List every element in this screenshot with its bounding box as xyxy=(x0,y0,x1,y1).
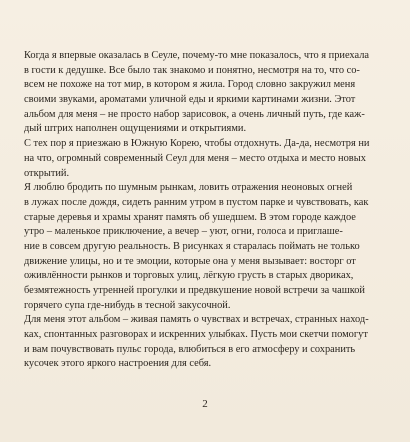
paragraph-2 xyxy=(24,137,396,181)
paragraph-3 xyxy=(24,181,396,313)
page-number: 2 xyxy=(202,398,208,410)
text-line: в гости к дедушке. Все было так знакомо и понятно, несмотря на то, что со- xyxy=(24,64,360,76)
text-line: открытий. xyxy=(24,167,70,179)
text-line: оживлённости рынков и торговых улиц, лёгкую грусть в старых двориках, xyxy=(24,270,354,282)
text-line: ние в совсем другую реальность. В рисунках я старалась поймать не только xyxy=(24,240,360,252)
text-line: Когда я впервые оказалась в Сеуле, почему-то мне показалось, что я приехала xyxy=(24,50,369,61)
text-line: Для меня этот альбом – живая память о чувствах и встречах, странных наход- xyxy=(24,314,369,326)
text-line: С тех пор я приезжаю в Южную Корею, чтобы отдохнуть. Да-да, несмотря ни xyxy=(24,138,370,150)
text-line: альбом для меня – не просто набор зарисовок, а очень личный путь, где каж- xyxy=(24,108,365,120)
text-line: на что, огромный современный Сеул для меня – место отдыха и место новых xyxy=(24,152,366,164)
text-line: Я люблю бродить по шумным рынкам, ловить отражения неоновых огней xyxy=(24,182,353,194)
text-line: кусочек этого яркого настроения для себя. xyxy=(24,358,212,370)
text-line: своими звуками, ароматами уличной еды и яркими картинами жизни. Этот xyxy=(24,94,356,106)
text-line: старые деревья и храмы хранят память об ушедшем. В этом городе каждое xyxy=(24,211,356,223)
text-line: ках, спонтанных разговорах и искренних улыбках. Пусть мои скетчи помогут xyxy=(24,329,368,341)
paragraph-4 xyxy=(24,313,396,372)
body-text xyxy=(24,49,396,372)
text-line: утро – маленькое приключение, а вечер – уют, огни, голоса и приглаше- xyxy=(24,226,343,238)
text-line: дый штрих наполнен ощущениями и открытиями. xyxy=(24,123,247,135)
text-line: в лужах после дождя, сидеть ранним утром в пустом парке и чувствовать, как xyxy=(24,196,369,208)
text-line: движение улицы, но и те эмоции, которые она у меня вызывает: восторг от xyxy=(24,255,356,267)
text-line: и вам почувствовать пульс города, влюбиться в его атмосферу и сохранить xyxy=(24,343,356,355)
text-line: горячего супа где-нибудь в тесной закусочной. xyxy=(24,299,231,311)
text-line: всем не похоже на тот мир, в котором я жила. Город словно закружил меня xyxy=(24,79,356,91)
paragraph-1 xyxy=(24,49,396,137)
text-line: безмятежность утренней прогулки и предвкушение новой встречи за чашкой xyxy=(24,285,365,296)
